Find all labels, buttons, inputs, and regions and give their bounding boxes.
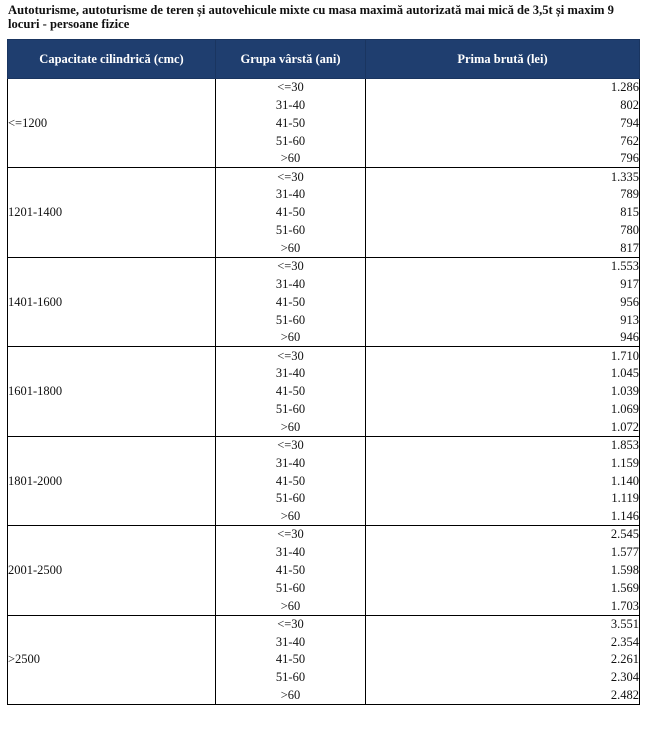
capacity-cell: 1201-1400	[8, 168, 216, 257]
premium-cell: 2.482	[366, 687, 640, 705]
age-group-cell: <=30	[216, 347, 366, 365]
premium-cell: 815	[366, 204, 640, 222]
age-group-cell: 41-50	[216, 114, 366, 132]
premium-cell: 789	[366, 186, 640, 204]
premium-table	[7, 39, 640, 705]
age-group-cell: 31-40	[216, 544, 366, 562]
capacity-cell: 1801-2000	[8, 436, 216, 525]
premium-cell: 946	[366, 329, 640, 347]
premium-cell: 1.045	[366, 365, 640, 383]
premium-cell: 1.039	[366, 383, 640, 401]
premium-cell: 762	[366, 132, 640, 150]
age-group-cell: >60	[216, 508, 366, 526]
premium-cell: 2.354	[366, 633, 640, 651]
premium-cell: 796	[366, 150, 640, 168]
age-group-cell: 51-60	[216, 579, 366, 597]
age-group-cell: 41-50	[216, 651, 366, 669]
premium-cell: 1.119	[366, 490, 640, 508]
age-group-cell: 31-40	[216, 454, 366, 472]
table-row	[8, 257, 640, 275]
premium-cell: 2.545	[366, 526, 640, 544]
premium-cell: 1.710	[366, 347, 640, 365]
age-group-cell: 31-40	[216, 186, 366, 204]
table-header-row	[8, 40, 640, 79]
premium-cell: 1.553	[366, 257, 640, 275]
header-capacity: Capacitate cilindrică (cmc)	[8, 40, 216, 79]
age-group-cell: <=30	[216, 79, 366, 97]
age-group-cell: <=30	[216, 257, 366, 275]
age-group-cell: >60	[216, 150, 366, 168]
premium-cell: 1.069	[366, 401, 640, 419]
header-age-group: Grupa vârstă (ani)	[216, 40, 366, 79]
age-group-cell: <=30	[216, 436, 366, 454]
age-group-cell: 51-60	[216, 669, 366, 687]
premium-cell: 817	[366, 240, 640, 258]
table-row	[8, 347, 640, 365]
table-row	[8, 168, 640, 186]
premium-cell: 780	[366, 222, 640, 240]
age-group-cell: 31-40	[216, 275, 366, 293]
age-group-cell: <=30	[216, 168, 366, 186]
premium-cell: 917	[366, 275, 640, 293]
capacity-cell: >2500	[8, 615, 216, 704]
premium-cell: 1.853	[366, 436, 640, 454]
age-group-cell: 51-60	[216, 132, 366, 150]
premium-cell: 2.304	[366, 669, 640, 687]
age-group-cell: <=30	[216, 526, 366, 544]
capacity-cell: 1601-1800	[8, 347, 216, 436]
premium-cell: 1.569	[366, 579, 640, 597]
age-group-cell: >60	[216, 687, 366, 705]
age-group-cell: 51-60	[216, 222, 366, 240]
document-title: Autoturisme, autoturisme de teren și autovehicule mixte cu masa maximă autorizată mai mică de 3,5t și maxim 9 locuri - persoane fizice	[8, 3, 614, 31]
premium-cell: 794	[366, 114, 640, 132]
premium-cell: 802	[366, 96, 640, 114]
premium-cell: 1.072	[366, 418, 640, 436]
capacity-cell: <=1200	[8, 79, 216, 168]
premium-cell: 1.577	[366, 544, 640, 562]
premium-cell: 1.335	[366, 168, 640, 186]
age-group-cell: 41-50	[216, 472, 366, 490]
capacity-cell: 2001-2500	[8, 526, 216, 615]
header-gross-premium: Prima brută (lei)	[366, 40, 640, 79]
age-group-cell: 41-50	[216, 562, 366, 580]
age-group-cell: >60	[216, 418, 366, 436]
age-group-cell: 51-60	[216, 311, 366, 329]
premium-cell: 1.598	[366, 562, 640, 580]
premium-cell: 956	[366, 293, 640, 311]
premium-cell: 1.286	[366, 79, 640, 97]
age-group-cell: >60	[216, 240, 366, 258]
age-group-cell: <=30	[216, 615, 366, 633]
premium-cell: 1.140	[366, 472, 640, 490]
premium-cell: 2.261	[366, 651, 640, 669]
age-group-cell: 41-50	[216, 204, 366, 222]
age-group-cell: >60	[216, 329, 366, 347]
capacity-cell: 1401-1600	[8, 257, 216, 346]
table-row	[8, 526, 640, 544]
premium-cell: 3.551	[366, 615, 640, 633]
premium-cell: 1.146	[366, 508, 640, 526]
premium-cell: 1.703	[366, 597, 640, 615]
premium-cell: 913	[366, 311, 640, 329]
table-row	[8, 79, 640, 97]
age-group-cell: 41-50	[216, 293, 366, 311]
table-row	[8, 436, 640, 454]
table-row	[8, 615, 640, 633]
age-group-cell: 51-60	[216, 401, 366, 419]
age-group-cell: 51-60	[216, 490, 366, 508]
age-group-cell: 31-40	[216, 96, 366, 114]
age-group-cell: >60	[216, 597, 366, 615]
age-group-cell: 41-50	[216, 383, 366, 401]
age-group-cell: 31-40	[216, 633, 366, 651]
age-group-cell: 31-40	[216, 365, 366, 383]
premium-cell: 1.159	[366, 454, 640, 472]
